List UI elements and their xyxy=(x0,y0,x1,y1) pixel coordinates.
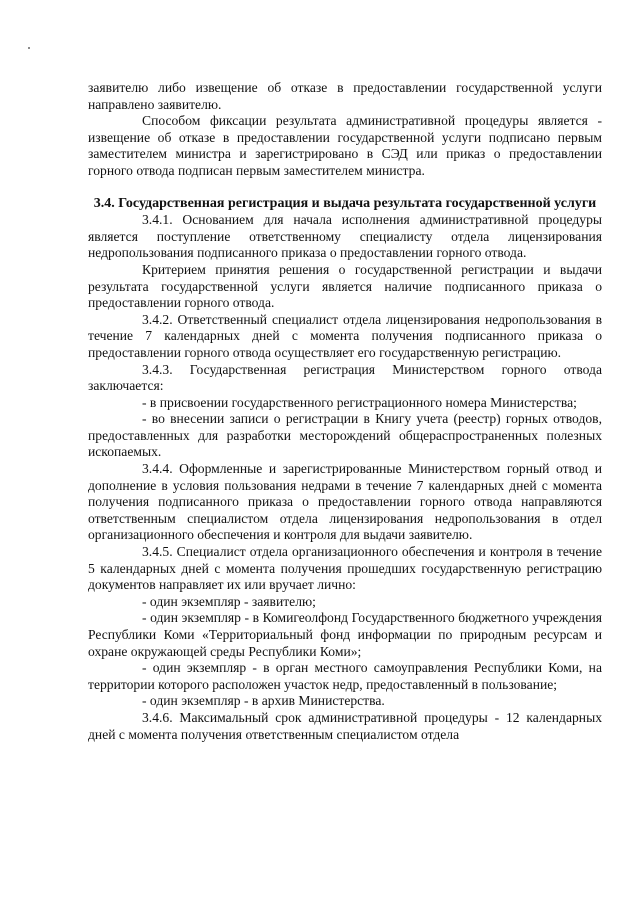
paragraph-continuation: заявителю либо извещение об отказе в предоставлении государственной услуги направлено заявителю. xyxy=(88,80,602,112)
scan-speck xyxy=(28,47,30,49)
list-item-archive-copy: - один экземпляр - в архив Министерства. xyxy=(142,693,385,709)
section-heading: 3.4. Государственная регистрация и выдача результата государственной услуги xyxy=(93,195,597,211)
paragraph-criterion: Критерием принятия решения о государственной регистрации и выдачи результата государственной услуги является наличие подписанного приказа о предоставлении горного отвода. xyxy=(88,261,602,311)
document-page xyxy=(88,80,602,743)
paragraph-fixation-method: Способом фиксации результата административной процедуры является - извещение об отказе в предоставлении государственной услуги подписано первым заместителем министра и зарегистрировано в СЭД или приказ о предоставлении горного отвода подписан первым заместителем министра. xyxy=(88,113,602,178)
paragraph-3-4-2: 3.4.2. Ответственный специалист отдела лицензирования недропользования в течение 7 календарных дней с момента получения подписанного приказа о предоставлении горного отвода осуществляет его государственную регистрацию. xyxy=(88,311,602,360)
paragraph-3-4-1: 3.4.1. Основанием для начала исполнения административной процедуры является поступление ответственному специалисту отдела лицензирования недропользования подписанного приказа о предоставлении горного отвода. xyxy=(88,212,602,261)
paragraph-3-4-3: 3.4.3. Государственная регистрация Министерством горного отвода заключается: xyxy=(88,361,602,394)
list-item-komigeolfond-copy: - один экземпляр - в Комигеолфонд Государственного бюджетного учреждения Республики Коми «Территориальный фонд информации по природным ресурсам и охране окружающей среды Республики Коми»; xyxy=(88,610,602,659)
list-item-registry-entry: - во внесении записи о регистрации в Книгу учета (реестр) горных отводов, предоставленных для разработки месторождений общераспространенных полезных ископаемых. xyxy=(88,411,602,460)
list-item-registration-number: - в присвоении государственного регистрационного номера Министерства; xyxy=(142,394,577,410)
paragraph-3-4-5: 3.4.5. Специалист отдела организационного обеспечения и контроля в течение 5 календарных дней с момента получения прошедших государственную регистрацию документов направляет их или вручает лично: xyxy=(88,544,602,593)
list-item-local-government-copy: - один экземпляр - в орган местного самоуправления Республики Коми, на территории которого расположен участок недр, предоставленный в пользование; xyxy=(88,660,602,692)
paragraph-3-4-6: 3.4.6. Максимальный срок административной процедуры - 12 календарных дней с момента получения ответственным специалистом отдела xyxy=(88,709,602,742)
list-item-applicant-copy: - один экземпляр - заявителю; xyxy=(142,593,316,609)
paragraph-3-4-4: 3.4.4. Оформленные и зарегистрированные Министерством горный отвод и дополнение в условия пользования недрами в течение 7 календарных дней с момента получения подписанного приказа о предоставлении горного отвода направляются ответственным специалистом отдела лицензирования недропользования в отдел организационного обеспечения и контроля для выдачи заявителю. xyxy=(88,461,602,543)
